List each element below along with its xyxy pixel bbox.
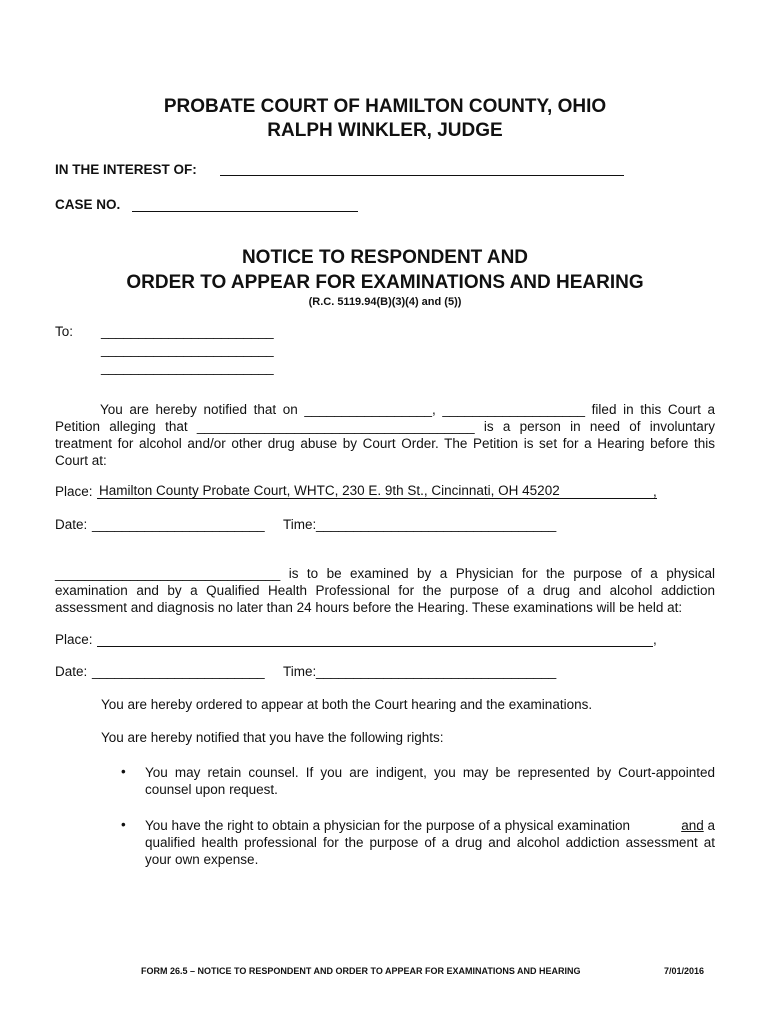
right-physician-text: You have the right to obtain a physician for the purpose of a physical examination bbox=[145, 818, 631, 833]
interest-label: IN THE INTEREST OF: bbox=[55, 162, 197, 177]
exam-place-label: Place: bbox=[55, 632, 93, 647]
right-counsel-line-1: You may retain counsel. If you are indigent, you may be represented by Court-appointed bbox=[145, 765, 715, 780]
right-physician-line-3: your own expense. bbox=[145, 852, 259, 867]
notice-line-3: treatment for alcohol and/or other drug abuse by Court Order. The Petition is set for a Hearing before this bbox=[55, 436, 715, 451]
exam-line-2: examination and by a Qualified Health Professional for the purpose of a drug and alcohol addiction bbox=[55, 583, 715, 598]
form-date: 7/01/2016 bbox=[664, 966, 705, 976]
notice-title-line2: ORDER TO APPEAR FOR EXAMINATIONS AND HEARING bbox=[126, 272, 644, 293]
right-counsel-line-2: counsel upon request. bbox=[145, 782, 278, 797]
bullet-icon: • bbox=[121, 764, 126, 779]
case-number-field[interactable] bbox=[132, 196, 358, 212]
form-footer: FORM 26.5 – NOTICE TO RESPONDENT AND ORDER TO APPEAR FOR EXAMINATIONS AND HEARING bbox=[141, 966, 581, 976]
judge-name: RALPH WINKLER, JUDGE bbox=[267, 120, 503, 141]
exam-place-comma: , bbox=[653, 632, 657, 647]
hearing-time-field[interactable]: ________________________________ bbox=[316, 517, 557, 532]
notice-line-2: Petition alleging that _____________________________________ is a person in need of involuntary bbox=[55, 419, 715, 434]
to-line-2[interactable]: _______________________ bbox=[101, 342, 274, 357]
to-label: To: bbox=[55, 324, 74, 339]
bullet-icon: • bbox=[121, 817, 126, 832]
exam-line-3: assessment and diagnosis no later than 24 hours before the Hearing. These examinations will be held at: bbox=[55, 600, 683, 615]
rights-intro: You are hereby notified that you have the following rights: bbox=[101, 730, 444, 745]
interest-field[interactable] bbox=[220, 160, 624, 176]
notice-line-1: You are hereby notified that on _________________, ___________________ filed in this Court a bbox=[100, 402, 715, 417]
appear-order: You are hereby ordered to appear at both the Court hearing and the examinations. bbox=[101, 697, 593, 712]
exam-place-field[interactable] bbox=[97, 631, 653, 647]
exam-date-label: Date: bbox=[55, 664, 88, 679]
right-physician-line-2: qualified health professional for the purpose of a drug and alcohol addiction assessment at bbox=[145, 835, 715, 850]
to-line-3[interactable]: _______________________ bbox=[101, 360, 274, 375]
hearing-time-label: Time: bbox=[283, 517, 317, 532]
hearing-place-label: Place: bbox=[55, 484, 93, 499]
exam-date-field[interactable]: _______________________ bbox=[92, 664, 265, 679]
case-label: CASE NO. bbox=[55, 197, 121, 212]
hearing-date-label: Date: bbox=[55, 517, 88, 532]
emphasis-and: and bbox=[681, 818, 704, 833]
exam-time-field[interactable]: ________________________________ bbox=[316, 664, 557, 679]
exam-line-1: ______________________________ is to be examined by a Physician for the purpose of a physical bbox=[55, 566, 715, 581]
right-physician-line-1 bbox=[145, 818, 715, 834]
notice-title-line1: NOTICE TO RESPONDENT AND bbox=[241, 247, 529, 268]
hearing-place-comma: , bbox=[653, 484, 657, 499]
hearing-place-value: Hamilton County Probate Court, WHTC, 230 E. 9th St., Cincinnati, OH 45202 bbox=[99, 483, 560, 498]
hearing-place-field[interactable] bbox=[97, 483, 657, 499]
statute-reference: (R.C. 5119.94(B)(3)(4) and (5)) bbox=[308, 296, 462, 308]
exam-time-label: Time: bbox=[283, 664, 317, 679]
hearing-date-field[interactable]: _______________________ bbox=[92, 517, 265, 532]
court-name: PROBATE COURT OF HAMILTON COUNTY, OHIO bbox=[163, 96, 607, 117]
right-physician-text-end: a bbox=[707, 818, 715, 833]
to-line-1[interactable]: _______________________ bbox=[101, 324, 274, 339]
notice-line-4: Court at: bbox=[55, 453, 107, 468]
